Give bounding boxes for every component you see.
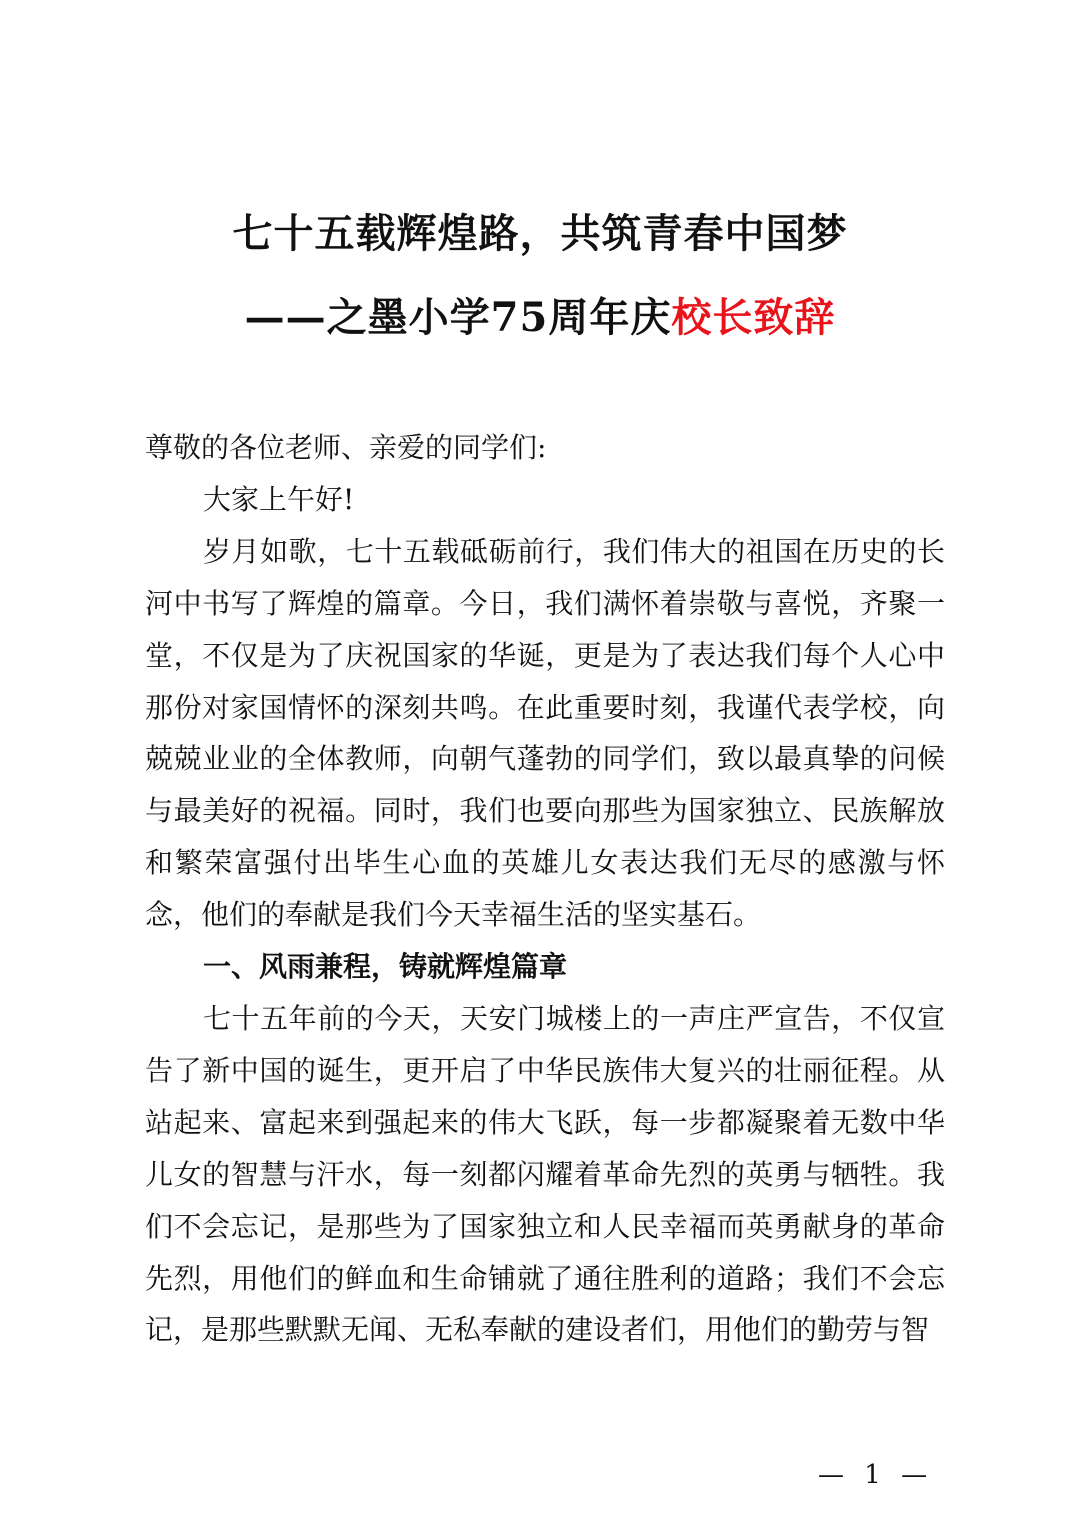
document-title (0, 210, 1080, 257)
paragraph-1: 岁月如歌，七十五载砥砺前行，我们伟大的祖国在历史的长河中书写了辉煌的篇章。今日，我们满怀着崇敬与喜悦，齐聚一堂，不仅是为了庆祝国家的华诞，更是为了表达我们每个人心中那份对家国情怀的深刻共鸣。在此重要时刻，我谨代表学校，向兢兢业业的全体教师，向朝气蓬勃的同学们，致以最真挚的问候与最美好的祝福。同时，我们也要向那些为国家独立、民族解放和繁荣富强付出毕生心血的英雄儿女表达我们无尽的感激与怀念，他们的奉献是我们今天幸福生活的坚实基石。 (145, 534, 945, 932)
greeting: 大家上午好! (203, 482, 355, 516)
page-number: — 1 — (818, 1460, 934, 1490)
section-1-heading: 一、风雨兼程，铸就辉煌篇章 (203, 950, 568, 984)
subtitle-highlight: 校长致辞 (671, 294, 836, 341)
subtitle-text: ——之墨小学75周年庆 (244, 294, 672, 341)
speech-body (145, 422, 945, 1356)
paragraph-2: 七十五年前的今天，天安门城楼上的一声庄严宣告，不仅宣告了新中国的诞生，更开启了中华民族伟大复兴的壮丽征程。从站起来、富起来到强起来的伟大飞跃，每一步都凝聚着无数中华儿女的智慧与汗水，每一刻都闪耀着革命先烈的英勇与牺牲。我们不会忘记，是那些为了国家独立和人民幸福而英勇献身的革命先烈，用他们的鲜血和生命铺就了通往胜利的道路；我们不会忘记，是那些默默无闻、无私奉献的建设者们，用他们的勤劳与智 (145, 1001, 945, 1347)
salutation: 尊敬的各位老师、亲爱的同学们: (145, 431, 547, 464)
title-main-text: 七十五载辉煌路，共筑青春中国梦 (232, 210, 848, 257)
document-subtitle (0, 294, 1080, 341)
